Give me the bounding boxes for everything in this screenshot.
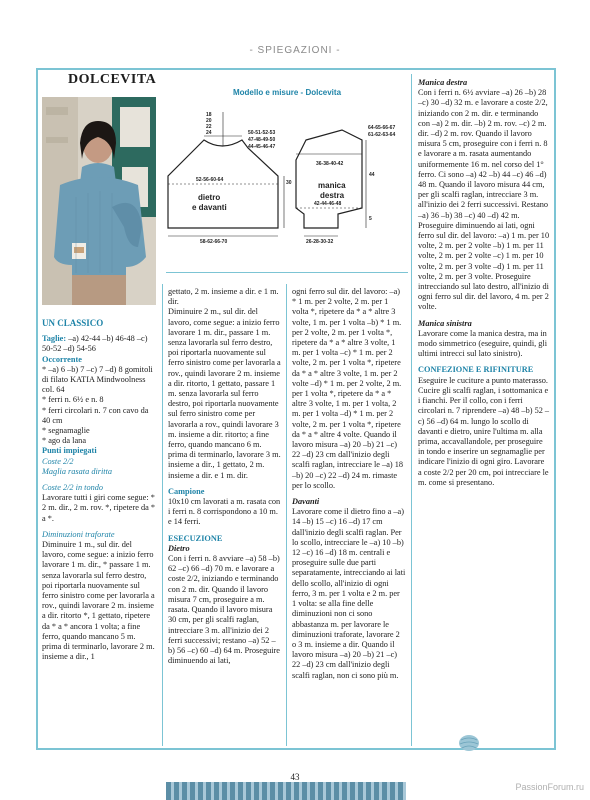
- subtitle: UN CLASSICO: [42, 318, 104, 328]
- neck-width: 50-51-52-53: [248, 130, 276, 136]
- manica-sinistra-heading: Manica sinistra: [418, 318, 472, 328]
- back-label: dietro: [198, 193, 221, 202]
- column-left: [42, 318, 156, 663]
- raglan-depth: 47-48-49-50: [248, 137, 276, 143]
- esecuzione-heading: ESECUZIONE: [168, 533, 223, 543]
- davanti-text: Lavorare come il dietro fino a –a) 14 –b) 15 –c) 16 –d) 17 cm dall'inizio degli scalfi raglan. Per lo scollo, intrecciare le –a) 10 –b) 12 –c) 16 –d) 18 m. centrali e proseguire sulle due parti separatamente, intrecciando ai lati dello scollo, all'inizio di ogni ferro, 3 m. per 1 volta e 2 m. per 1 volta: se alla fine delle diminuzioni non ci sono abbastanza m. per lavorare le diminuzioni traforate, lavorare 2 o 3 m. insieme a dir. Quando il lavoro misura –a) 20 –b) 21 –c) 22 –d) 23 cm dall'inizio degli scalfi raglan, non ci sono più m.: [292, 507, 406, 680]
- cuff-height: 5: [369, 216, 372, 222]
- body-text: ogni ferro sul dir. del lavoro: –a) * 1 m. per 2 volte, 2 m. per 1 volta *, ripetere da * a * altre 3 volte, 1 m. per 1 volta –b) * 1 m. per 2 volte, 2 m. per 1 volta *, ripetere da * a * altre 3 volte, 1 m. per 1 volta –c) * 1 m. per 2 volte, 2 m. per 1 volta *, ripetere da * a * altre 3 volte, 1 m. per 2 volte –d) * 1 m. per 2 volte, 2 m. per 1 volta *, ripetere da * a * altre 3 volte, 1 m. per 1 volta, 2 m. per 1 volta –d) * 1 m. per 2 volte, 2 m. per 1 volta *, ripetere da * a * altre 4 volte. Quando il lavoro misura –a) 20 –b) 21 –c) 22 –d) 23 cm dall'inizio degli scalfi raglan, intrecciare le –a) 18 –b) 20 –c) 22 –d) 24 m. rimaste per lo scollo.: [292, 287, 404, 490]
- raglan-depth: 44-45-46-47: [248, 144, 276, 150]
- chest-width: 52-56-60-64: [196, 177, 224, 183]
- manica-sinistra-text: Lavorare come la manica destra, ma in modo simmetrico (eseguire, quindi, gli ultimi intrecci sul lato sinistro).: [418, 328, 548, 359]
- column-4: [418, 78, 550, 488]
- knit-texture-strip: [166, 782, 406, 800]
- sleeve-label: manica: [318, 181, 346, 190]
- occorrente-item: * –a) 6 –b) 7 –c) 7 –d) 8 gomitoli di filato KATIA Mindwoolness col. 64: [42, 364, 153, 395]
- column-divider: [162, 284, 163, 746]
- sleeve-height: 44: [369, 172, 375, 178]
- back-label: e davanti: [192, 203, 227, 212]
- coste-heading: Coste 2/2 in tondo: [42, 483, 104, 493]
- punti-item: Coste 2/2: [42, 456, 74, 466]
- yarn-ball-icon: [458, 734, 480, 752]
- occorrente-item: * ferri n. 6½ e n. 8: [42, 395, 104, 405]
- diminuzioni-heading: Diminuzioni traforate: [42, 529, 115, 539]
- neck-number: 24: [206, 130, 212, 136]
- body-text: Diminuire 2 m., sul dir. del lavoro, come segue: a inizio ferro lavorare 1 m. dir., passare 1 m. senza lavorarla sul ferro destro, poi riportarla nuovamente sul ferro sinistro come per lavorarla a rov., quindi lavorare 2 m. insieme a dir. ritorto, 1 gettato, passare 1 m. senza lavorarla sul ferro destro, poi riportarla nuovamente sul ferro sinistro come per lavorarla a rov., quindi lavorare 3 m. insieme a dir. ritorto; a fine ferro, quando mancano 6 m. prima di terminarlo, lavorare 3 m. insieme a dir., 1 gettato, 2 m. insieme a dir. e 1 m. dir.: [168, 307, 281, 480]
- occorrente-item: * segnamaglie: [42, 426, 90, 436]
- section-header: - SPIEGAZIONI -: [249, 45, 341, 56]
- occorrente-item: * ago da lana: [42, 436, 87, 446]
- coste-text: Lavorare tutti i giri come segue: * 2 m. dir., 2 m. rov. *, ripetere da * a *.: [42, 493, 156, 523]
- page-title: DOLCEVITA: [68, 72, 157, 87]
- neck-number: 20: [206, 118, 212, 124]
- campione-text: 10x10 cm lavorati a m. rasata con i ferri n. 8 corrispondono a 10 m. e 14 ferri.: [168, 497, 281, 527]
- schematic-diagram: [166, 88, 408, 273]
- campione-heading: Campione: [168, 486, 205, 496]
- confezione-text: Eseguire le cuciture a punto materasso. Cucire gli scalfi raglan, i sottomanica e i fianchi. Per il collo, con i ferri circolari n. 7 riprendere –a) 48 –b) 52 –c) 56 –d) 64 m. lungo lo scollo di davanti e dietro, unire l'ultima m. alla prima, accavallandole, per proseguire in tondo e inserire un segnamaglie per indicare l'inizio di ogni giro. Lavorare a coste 2/2 per 20 cm, poi intrecciare le m. come si presentano.: [418, 375, 550, 487]
- sleeve-bottom: 26-28-30-32: [306, 239, 334, 245]
- sleeve-upper: 36-38-40-42: [316, 161, 344, 167]
- column-3: [292, 287, 406, 681]
- bottom-width: 58-62-66-70: [200, 239, 228, 245]
- column-2: [168, 287, 282, 666]
- neck-number: 22: [206, 124, 212, 130]
- manica-destra-text: Con i ferri n. 6½ avviare –a) 26 –b) 28 –c) 30 –d) 32 m. e lavorare a coste 2/2, iniziando con 2 m. dir. e terminando con –a) 2 m. dir. –b) 2 m. rov. –c) 2 m. dir. –d) 2 m. rov. Quando il lavoro misura 5 cm, proseguire con i ferri n. 8 e lavorare a m. rasata aumentando uniformemente 16 m. nel corso del 1° ferro. Ci sono –a) 42 –b) 44 –c) 46 –d) 48 m. Quando il lavoro misura 44 cm, per gli scalfi raglan, intrecciare 3 m. all'inizio dei 2 ferri successivi. Restano –a) 36 –b) 38 –c) 40 –d) 42 m. Proseguire diminuendo ai lati, ogni ferro sul dir. del lavoro: –a) 1 m. per 10 volte, 2 m. per 2 volte –b) 1 m. per 11 volte, 2 m. per 2 volte –c) 1 m. per 10 volte, 2 m. per 3 volte –d) 1 m. per 11 volte, 2 m. per 3 volte. Proseguire intrecciando sul lato destro, all'inizio di ogni ferro sul dir. del lavoro, 4 m. per 2 volte.: [418, 88, 550, 312]
- neck-number: 18: [206, 112, 212, 118]
- column-divider: [286, 284, 287, 746]
- punti-item: Maglia rasata diritta: [42, 466, 113, 476]
- occorrente-heading: Occorrente: [42, 354, 82, 364]
- model-photo: [42, 97, 156, 305]
- confezione-heading: CONFEZIONE E RIFINITURE: [418, 365, 534, 375]
- davanti-heading: Davanti: [292, 497, 320, 507]
- page-number: 43: [290, 772, 300, 782]
- dietro-text: Con i ferri n. 8 avviare –a) 58 –b) 62 –c) 66 –d) 70 m. e lavorare a coste 2/2, iniziando e terminando con 2 m. dir. Quando il lavoro misura 7 cm, proseguire a m. rasata. Quando il lavoro misura 30 cm, per gli scalfi raglan, intrecciare 3 m. all'inizio dei 2 ferri successivi; restano –a) 52 –b) 56 –c) 60 –d) 64 m. Proseguire diminuendo ai lati,: [168, 554, 280, 666]
- watermark: PassionForum.ru: [515, 782, 584, 792]
- sleeve-piece-outline: [296, 130, 362, 228]
- taglie-label: Taglie:: [42, 334, 67, 344]
- column-divider: [411, 74, 412, 746]
- dietro-heading: Dietro: [168, 543, 190, 553]
- manica-destra-heading: Manica destra: [418, 78, 468, 87]
- body-text: gettato, 2 m. insieme a dir. e 1 m. dir.: [168, 287, 279, 307]
- diminuzioni-text: Diminuire 1 m., sul dir. del lavoro, come segue: a inizio ferro lavorare 1 m. dir., * passare 1 m. senza lavorarla sul ferro destro, poi riportarla nuovamente sul ferro sinistro come per lavorarla a rov., quindi lavorare 2 m. insieme a dir. ritorto *, 1 gettato, ripetere da * a * ancora 1 volta; a fine ferro, quando mancano 5 m. prima di terminarlo, lavorare 2 m. insieme a dir., 1: [42, 540, 155, 662]
- diagram-title: Modello e misure - Dolcevita: [232, 88, 342, 97]
- sleeve-top: 61-62-63-64: [368, 132, 396, 138]
- sleeve-top: 64-65-66-67: [368, 125, 396, 131]
- punti-heading: Punti impiegati: [42, 446, 97, 456]
- side-height: 30: [286, 180, 292, 186]
- occorrente-item: * ferri circolari n. 7 con cavo da 40 cm: [42, 405, 149, 425]
- sleeve-label: destra: [320, 191, 345, 200]
- taglie-text: –a) 42-44 –b) 46-48 –c) 50-52 –d) 54-56: [42, 334, 148, 354]
- sleeve-mid: 42-44-46-48: [314, 201, 342, 207]
